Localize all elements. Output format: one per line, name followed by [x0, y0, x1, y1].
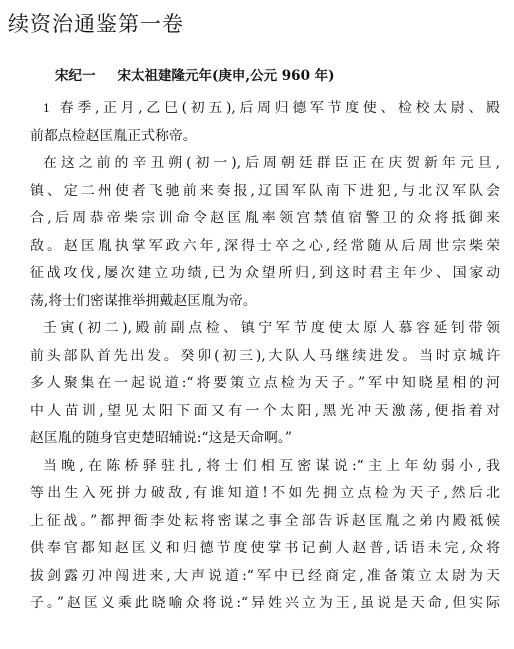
book-title: 续资治通鉴第一卷 [8, 12, 184, 36]
paragraph-line: 前都点检赵匡胤正式称帝。 [30, 127, 197, 144]
paragraph-line: 多人聚集在一起说道:“将要策立点检为天子。”军中知晓星相的河 [30, 375, 500, 391]
paragraph-line: 拔剑露刃冲闯进来,大声说道:“军中已经商定,准备策立太尉为天 [30, 567, 500, 584]
paragraph-line: 前头部队首先出发。癸卯(初三),大队人马继续进发。当时京城许 [30, 347, 500, 364]
paragraph [30, 150, 500, 315]
paragraph [30, 315, 500, 453]
section-heading [55, 64, 335, 84]
paragraph-line: 合,后周恭帝柴宗训命令赵匡胤率领宫禁值宿警卫的众将抵御来 [30, 210, 500, 226]
paragraph-line: 上征战。”都押衙李处耘将密谋之事全部告诉赵匡胤之弟内殿祗候 [30, 512, 500, 529]
section-era: 宋纪一 [55, 68, 96, 84]
paragraph-line: 征战攻伐,屡次建立功绩,已为众望所归,到这时君主年少、国家动 [30, 265, 500, 281]
paragraph-line: 荡,将士们密谋推举拥戴赵匡胤为帝。 [30, 292, 257, 309]
paragraph-line: 中人苗训,望见太阳下面又有一个太阳,黑光冲天激荡,便指着对 [30, 402, 500, 419]
paragraph-line: 1 春季,正月,乙巳(初五),后周归德军节度使、检校太尉、殿 [43, 100, 500, 116]
paragraph-line: 当晚,在陈桥驿驻扎,将士们相互密谋说:“主上年幼弱小,我 [43, 457, 500, 474]
paragraph-line: 子。”赵匡义乘此晓喻众将说:“异姓兴立为王,虽说是天命,但实际 [30, 595, 500, 611]
paragraph [30, 95, 500, 150]
paragraph-line: 壬寅(初二),殿前副点检、镇宁军节度使太原人慕容延钊带领 [43, 320, 500, 336]
paragraph-line: 供奉官都知赵匡义和归德节度使掌书记蓟人赵普,话语未完,众将 [30, 540, 500, 556]
paragraph [30, 453, 500, 618]
paragraph-number: 1 [43, 102, 50, 115]
paragraph-line: 等出生入死拼力破敌,有谁知道!不如先拥立点检为天子,然后北 [30, 485, 500, 501]
body-text [30, 95, 500, 618]
paragraph-line: 镇、定二州使者飞驰前来奏报,辽国军队南下进犯,与北汉军队会 [30, 182, 500, 199]
paragraph-line: 赵匡胤的随身官吏楚昭辅说:“这是天命啊。” [30, 430, 292, 446]
paragraph-line: 在这之前的辛丑朔(初一),后周朝廷群臣正在庆贺新年元旦, [43, 155, 500, 171]
section-year-heading: 宋太祖建隆元年(庚申,公元 960 年) [117, 68, 335, 84]
paragraph-line: 敌。赵匡胤执掌军政六年,深得士卒之心,经常随从后周世宗柴荣 [30, 237, 500, 254]
